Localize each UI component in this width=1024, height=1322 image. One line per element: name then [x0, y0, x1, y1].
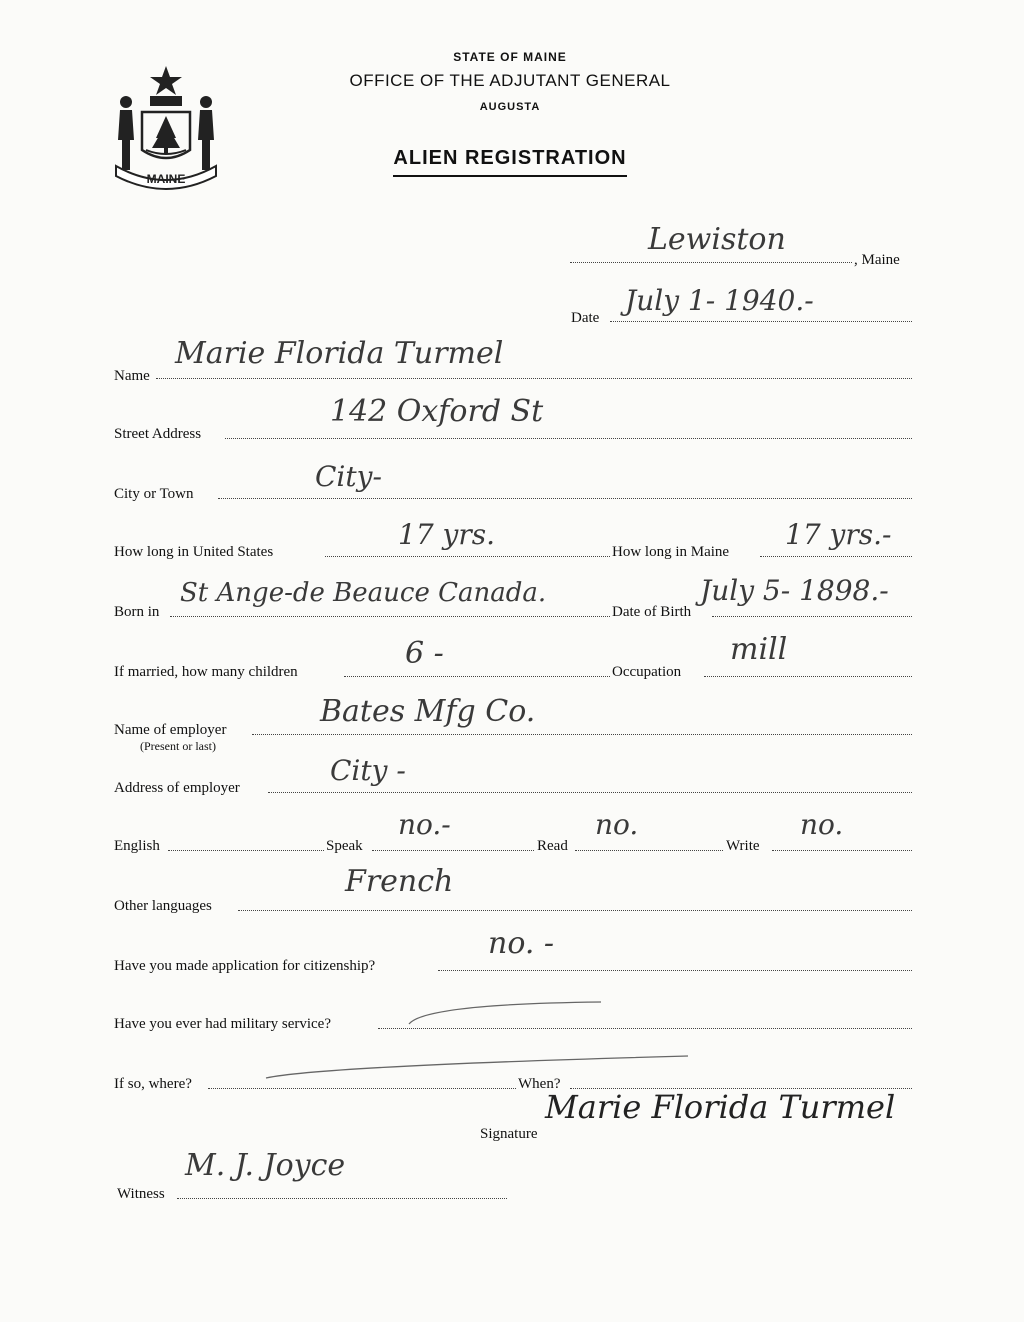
employer-addr-line — [268, 792, 912, 793]
signature-value: Marie Florida Turmel — [545, 1088, 896, 1126]
street-label: Street Address — [114, 426, 202, 442]
employer-value: Bates Mfg Co. — [320, 694, 536, 729]
long-maine-line — [760, 556, 912, 557]
other-lang-value: French — [345, 864, 454, 899]
form-title: ALIEN REGISTRATION — [300, 147, 720, 170]
born-value: St Ange-de Beauce Canada. — [180, 578, 547, 608]
employer-addr-label: Address of employer — [114, 780, 240, 796]
where-line — [208, 1088, 516, 1089]
signature-label: Signature — [480, 1126, 538, 1142]
witness-line — [177, 1198, 507, 1199]
citizenship-label: Have you made application for citizenship? — [114, 958, 376, 974]
city-heading: AUGUSTA — [479, 101, 541, 113]
maine-seal-emblem — [112, 62, 220, 192]
date-line — [610, 321, 912, 322]
name-line — [156, 378, 912, 379]
born-label: Born in — [114, 604, 160, 620]
employer-line — [252, 734, 912, 735]
town-line — [570, 262, 852, 263]
long-maine-label: How long in Maine — [612, 544, 730, 560]
town-value: Lewiston — [648, 222, 786, 257]
witness-label: Witness — [117, 1186, 165, 1202]
date-value: July 1- 1940.- — [625, 284, 814, 317]
write-line — [772, 850, 912, 851]
english-line — [168, 850, 324, 851]
speak-value: no.- — [398, 808, 451, 841]
citizenship-line — [438, 970, 912, 971]
write-label: Write — [726, 838, 760, 854]
write-value: no. — [800, 808, 844, 841]
date-label: Date — [571, 310, 600, 326]
long-us-line — [325, 556, 610, 557]
military-dash-mark — [405, 996, 605, 1030]
read-line — [575, 850, 723, 851]
speak-label: Speak — [326, 838, 363, 854]
state-heading: STATE OF MAINE — [453, 50, 567, 64]
children-line — [344, 676, 610, 677]
where-label: If so, where? — [114, 1076, 192, 1092]
children-label: If married, how many children — [114, 664, 298, 680]
citizenship-value: no. - — [488, 926, 555, 961]
read-value: no. — [595, 808, 639, 841]
street-value: 142 Oxford St — [330, 394, 544, 429]
name-label: Name — [114, 368, 150, 384]
other-lang-label: Other languages — [114, 898, 212, 914]
children-value: 6 - — [405, 636, 444, 671]
dob-value: July 5- 1898.- — [700, 574, 889, 607]
street-line — [225, 438, 912, 439]
employer-label: Name of employer — [114, 722, 227, 738]
dob-line — [712, 616, 912, 617]
city-town-line — [218, 498, 912, 499]
long-us-value: 17 yrs. — [398, 518, 496, 551]
when-label: When? — [518, 1076, 561, 1092]
occupation-label: Occupation — [612, 664, 682, 680]
employer-note: (Present or last) — [140, 739, 216, 753]
occupation-value: mill — [730, 632, 788, 667]
seal-banner-text: MAINE — [146, 172, 186, 186]
office-heading: OFFICE OF THE ADJUTANT GENERAL — [349, 71, 671, 90]
dob-label: Date of Birth — [612, 604, 692, 620]
city-town-value: City- — [315, 460, 382, 493]
long-maine-value: 17 yrs.- — [785, 518, 892, 551]
name-value: Marie Florida Turmel — [175, 336, 504, 371]
other-lang-line — [238, 910, 912, 911]
witness-value: M. J. Joyce — [185, 1148, 346, 1183]
born-line — [170, 616, 610, 617]
city-town-label: City or Town — [114, 486, 194, 502]
employer-addr-value: City - — [330, 754, 406, 787]
where-when-dash-mark — [262, 1052, 692, 1082]
military-label: Have you ever had military service? — [114, 1016, 331, 1032]
speak-line — [372, 850, 534, 851]
maine-label: , Maine — [854, 252, 900, 268]
long-us-label: How long in United States — [114, 544, 274, 560]
occupation-line — [704, 676, 912, 677]
read-label: Read — [537, 838, 568, 854]
english-label: English — [114, 838, 160, 854]
